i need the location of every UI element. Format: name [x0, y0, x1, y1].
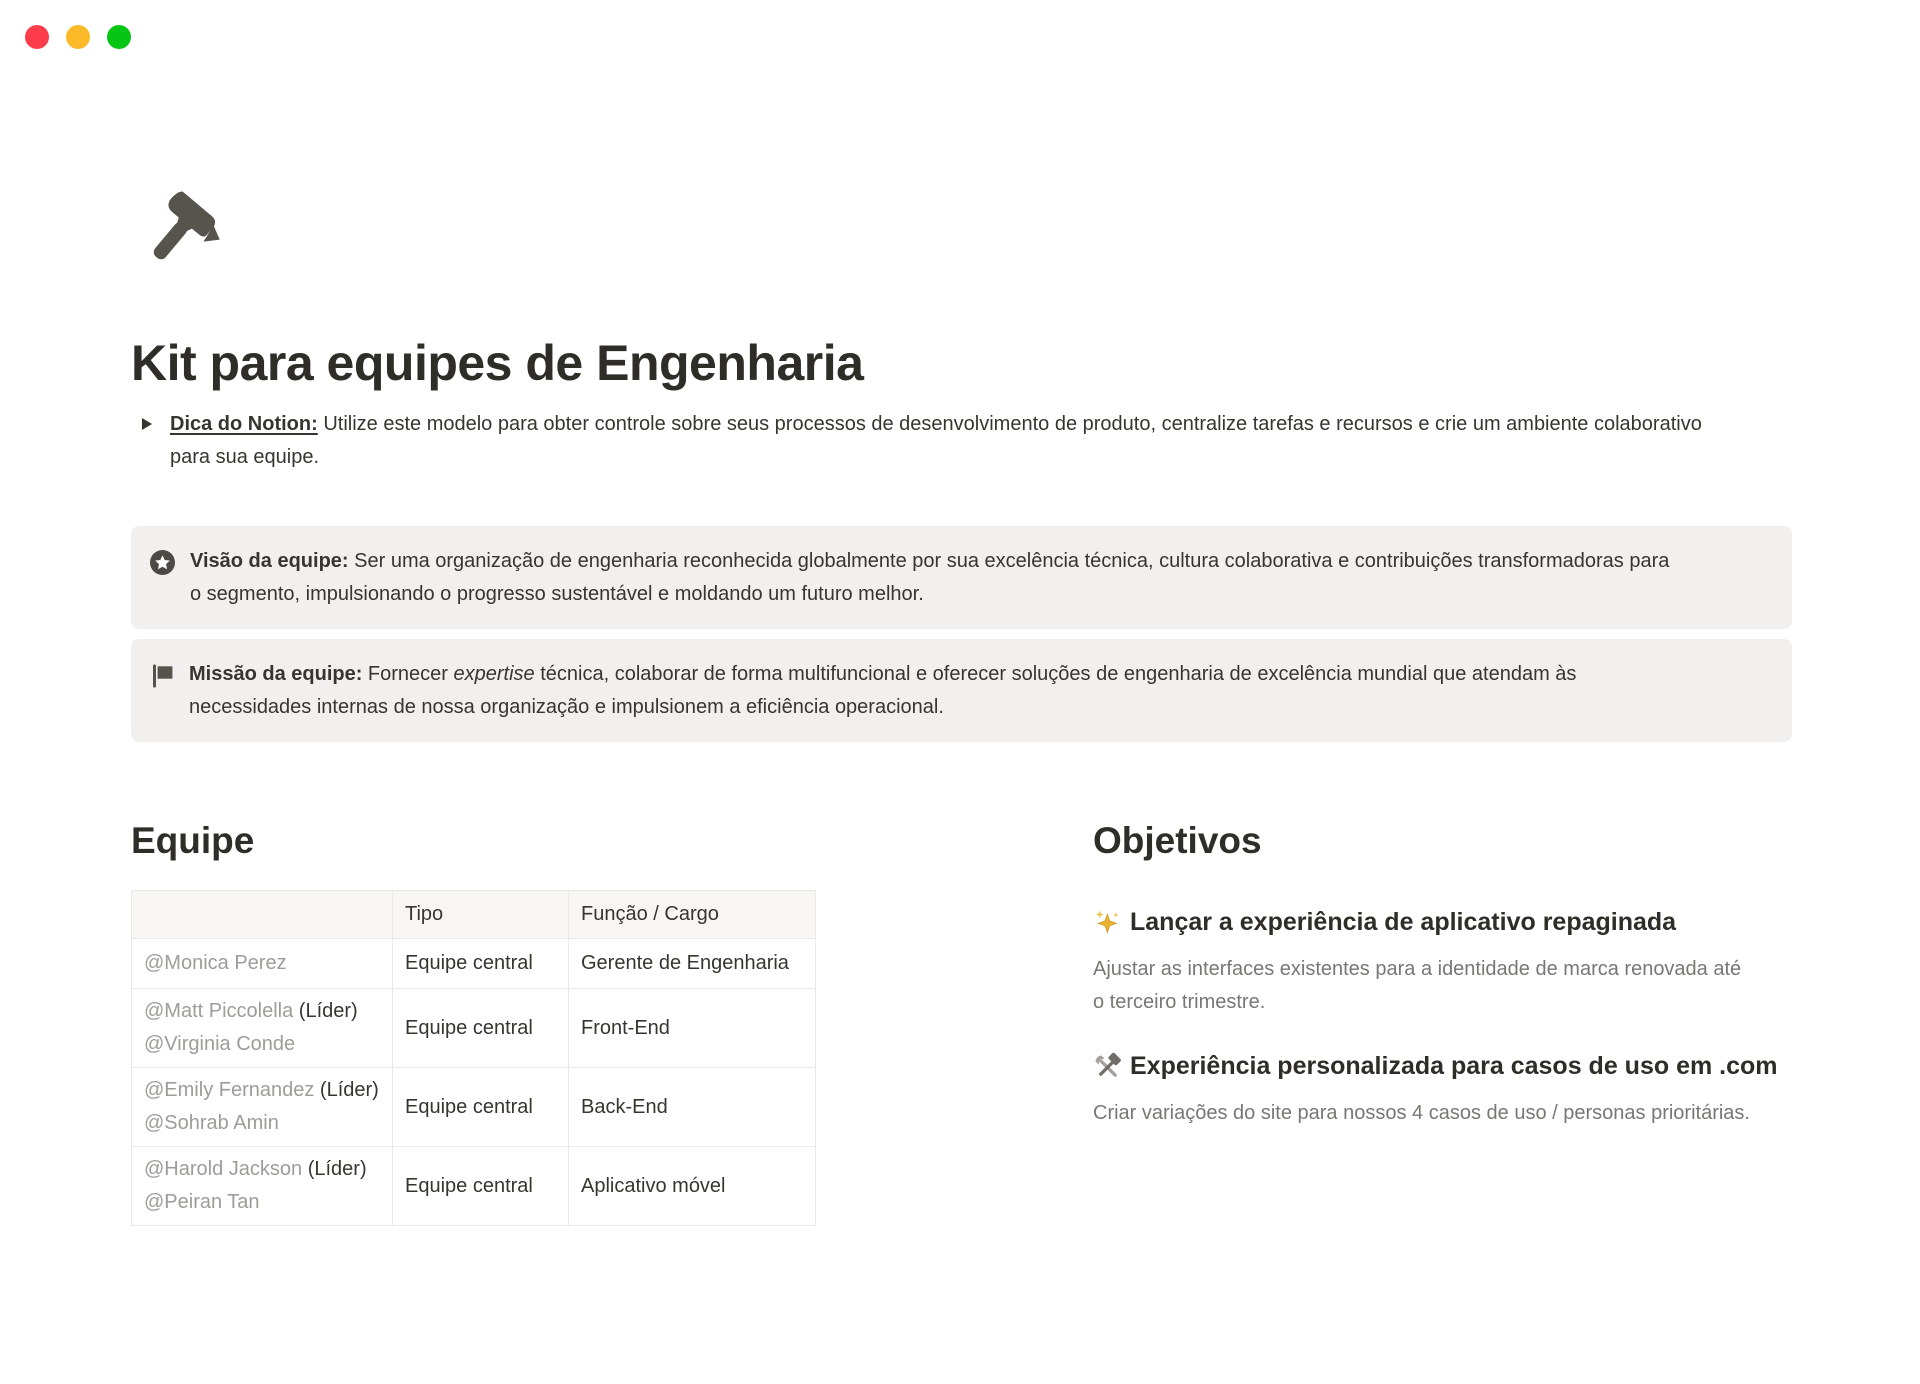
- notion-tip-toggle[interactable]: [131, 408, 1792, 474]
- tip-text: [170, 408, 1740, 474]
- flag-icon: [149, 662, 175, 689]
- goal-title-text: Lançar a experiência de aplicativo repaginada: [1130, 908, 1677, 936]
- name-line: [144, 1107, 380, 1140]
- cargo-cell[interactable]: Front-End: [569, 989, 816, 1068]
- person-mention[interactable]: @Monica Perez: [144, 952, 287, 974]
- star-circle-icon: [149, 549, 176, 576]
- tipo-cell[interactable]: Equipe central: [393, 989, 569, 1068]
- close-button[interactable]: [25, 25, 49, 49]
- table-row: [132, 1147, 816, 1226]
- notion-page: [0, 184, 1920, 1226]
- people-cell[interactable]: [132, 1068, 393, 1147]
- mission-body-2: técnica, colaborar de forma multifuncional e oferecer soluções de engenharia de excelência mundial que atendam às necessidades internas de nossa organização e impulsionem a eficiência operacional.: [189, 663, 1577, 718]
- goal-title: [1093, 905, 1793, 939]
- person-mention[interactable]: @Virginia Conde: [144, 1033, 296, 1055]
- goal-title-text: Experiência personalizada para casos de uso em .com: [1130, 1052, 1778, 1080]
- tipo-cell[interactable]: Equipe central: [393, 1147, 569, 1226]
- tip-label: Dica do Notion:: [170, 413, 318, 435]
- tipo-cell[interactable]: Equipe central: [393, 939, 569, 989]
- table-header-cell-tipo[interactable]: Tipo: [393, 891, 569, 939]
- name-line: [144, 947, 380, 980]
- table-header-cell-cargo[interactable]: Função / Cargo: [569, 891, 816, 939]
- table-header-row: [132, 891, 816, 939]
- person-mention[interactable]: @Emily Fernandez: [144, 1079, 315, 1101]
- goals-heading: Objetivos: [1093, 820, 1262, 861]
- vision-body: Ser uma organização de engenharia reconhecida globalmente por sua excelência técnica, cultura colaborativa e contribuições transformadoras para o segmento, impulsionando o progresso sustentável e moldando um futuro melhor.: [190, 550, 1670, 605]
- vision-label: Visão da equipe:: [190, 550, 349, 572]
- name-line: [144, 1028, 380, 1061]
- hammer-icon[interactable]: [139, 184, 225, 270]
- people-cell[interactable]: [132, 989, 393, 1068]
- people-cell[interactable]: [132, 939, 393, 989]
- zoom-button[interactable]: [107, 25, 131, 49]
- tipo-cell[interactable]: Equipe central: [393, 1068, 569, 1147]
- vision-text: [190, 545, 1680, 610]
- goal-body: Criar variações do site para nossos 4 casos de uso / personas prioritárias.: [1093, 1102, 1750, 1124]
- mission-label: Missão da equipe:: [189, 663, 363, 685]
- name-line: [144, 1186, 380, 1219]
- sparkles-icon: [1093, 909, 1120, 936]
- window-controls: [25, 25, 131, 49]
- person-mention[interactable]: @Harold Jackson: [144, 1158, 303, 1180]
- person-role-suffix: (Líder): [302, 1158, 367, 1180]
- two-column-layout: [131, 818, 1792, 1226]
- person-mention[interactable]: @Peiran Tan: [144, 1191, 260, 1213]
- page-title: Kit para equipes de Engenharia: [131, 335, 864, 391]
- table-row: [132, 989, 816, 1068]
- table-row: [132, 939, 816, 989]
- goal-body: Ajustar as interfaces existentes para a identidade de marca renovada até o terceiro trimestre.: [1093, 958, 1742, 1013]
- people-cell[interactable]: [132, 1147, 393, 1226]
- minimize-button[interactable]: [66, 25, 90, 49]
- cargo-cell[interactable]: Back-End: [569, 1068, 816, 1147]
- vision-callout: [131, 526, 1792, 629]
- mission-callout: [131, 639, 1792, 742]
- name-line: [144, 1074, 380, 1107]
- hammer-wrench-icon: [1093, 1053, 1120, 1080]
- toggle-triangle-icon[interactable]: [141, 417, 153, 431]
- mission-body-1: Fornecer: [362, 663, 454, 685]
- person-role-suffix: (Líder): [293, 1000, 358, 1022]
- cargo-cell[interactable]: Gerente de Engenharia: [569, 939, 816, 989]
- name-line: [144, 995, 380, 1028]
- person-role-suffix: (Líder): [314, 1079, 379, 1101]
- table-row: [132, 1068, 816, 1147]
- table-header-cell-name[interactable]: [132, 891, 393, 939]
- team-column: [131, 818, 815, 1226]
- mission-text: [189, 658, 1679, 723]
- tip-body: Utilize este modelo para obter controle sobre seus processos de desenvolvimento de produto, centralize tarefas e recursos e crie um ambiente colaborativo para sua equipe.: [170, 413, 1702, 468]
- team-heading: Equipe: [131, 820, 255, 861]
- goals-column: [1093, 818, 1793, 1226]
- team-table: [131, 890, 816, 1226]
- goal-title: [1093, 1049, 1793, 1083]
- mission-italic: expertise: [453, 663, 535, 685]
- name-line: [144, 1153, 380, 1186]
- person-mention[interactable]: @Matt Piccolella: [144, 1000, 294, 1022]
- cargo-cell[interactable]: Aplicativo móvel: [569, 1147, 816, 1226]
- person-mention[interactable]: @Sohrab Amin: [144, 1112, 279, 1134]
